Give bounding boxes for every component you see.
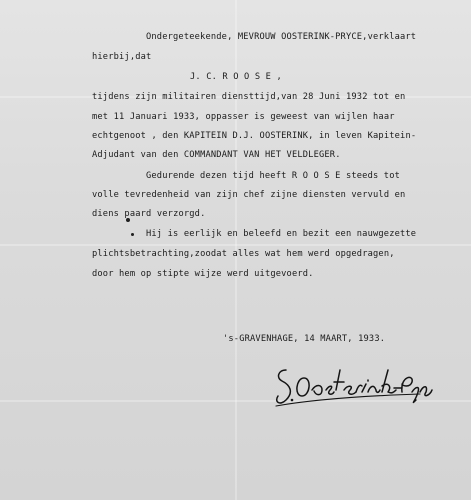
signature-image <box>270 356 440 414</box>
letter-line: Adjudant van den COMMANDANT VAN HET VELDLEGER. <box>92 150 341 160</box>
letter-line: Gedurende dezen tijd heeft R O O S E steeds tot <box>146 171 401 181</box>
letter-line: tijdens zijn militairen diensttijd,van 28 Juni 1932 tot en <box>92 92 406 102</box>
letter-line: door hem op stipte wijze werd uitgevoerd. <box>92 269 314 279</box>
letter-line: plichtsbetrachting,zoodat alles wat hem werd opgedragen, <box>92 249 395 259</box>
employee-name: J. C. R O O S E , <box>190 72 282 82</box>
letter-line: Ondergeteekende, MEVROUW OOSTERINK-PRYCE,verklaart <box>146 32 417 42</box>
letter-line: diens paard verzorgd. <box>92 209 206 219</box>
letter-line: echtgenoot , den KAPITEIN D.J. OOSTERINK, in leven Kapitein- <box>92 131 417 141</box>
place-date: 's-GRAVENHAGE, 14 MAART, 1933. <box>223 334 386 344</box>
letter-line: hierbij,dat <box>92 52 152 62</box>
letter-line: met 11 Januari 1933, oppasser is geweest van wijlen haar <box>92 112 395 122</box>
letter-line: Hij is eerlijk en beleefd en bezit een nauwgezette <box>146 229 417 239</box>
letter-line: volle tevredenheid van zijn chef zijne diensten vervuld en <box>92 190 406 200</box>
